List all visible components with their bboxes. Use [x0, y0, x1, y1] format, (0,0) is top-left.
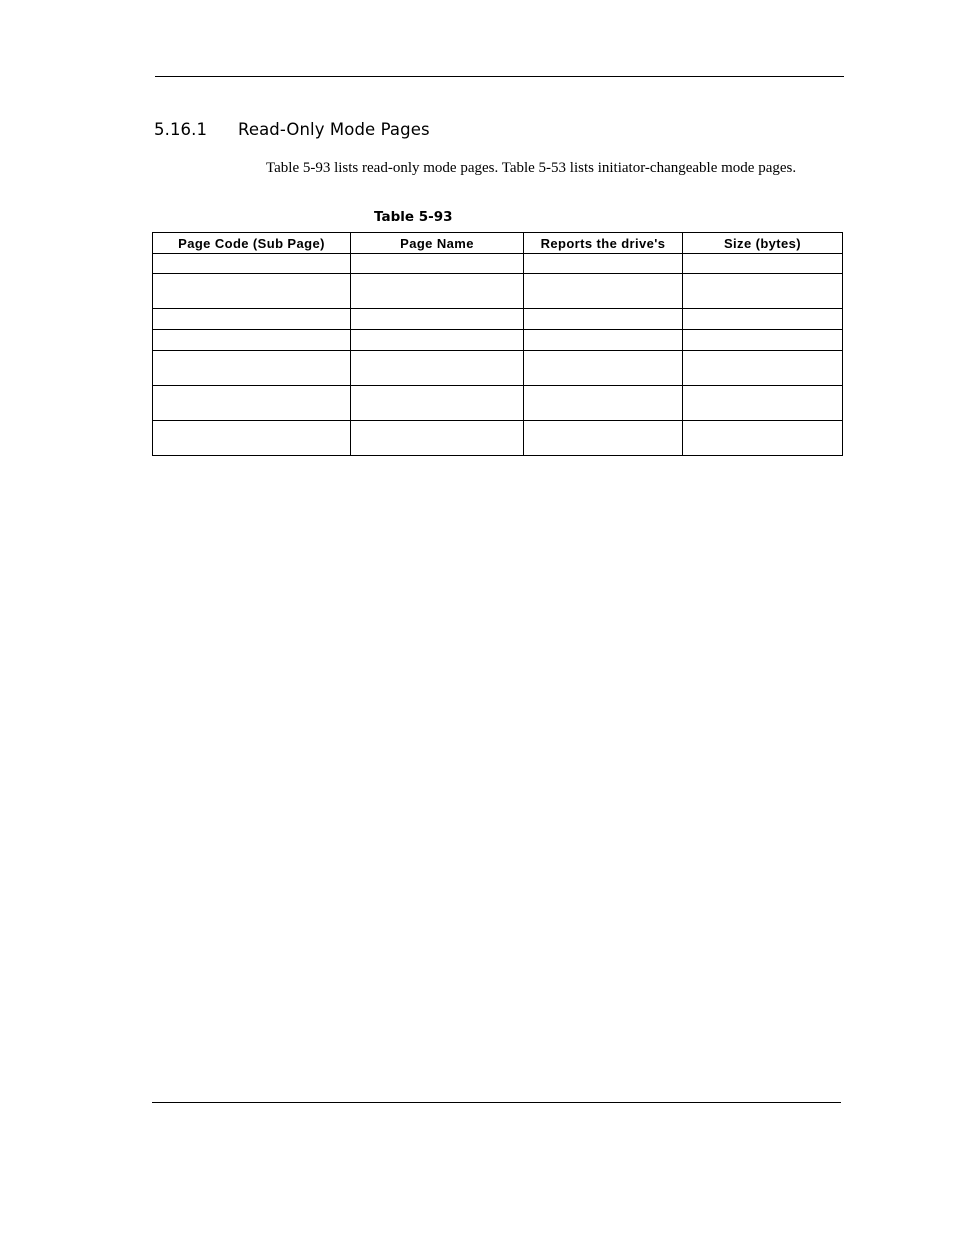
table-cell	[153, 351, 351, 386]
table-caption: Table 5-93	[374, 209, 453, 225]
table-cell	[153, 309, 351, 330]
table-cell	[683, 254, 843, 274]
section-number: 5.16.1	[154, 120, 208, 139]
table-header-row	[153, 233, 843, 254]
header-page-code: Page Code (Sub Page)	[153, 233, 351, 254]
table-cell	[524, 274, 683, 309]
table-cell	[524, 254, 683, 274]
table-cell	[524, 330, 683, 351]
table-cell	[153, 274, 351, 309]
table-cell	[524, 309, 683, 330]
table-cell	[351, 274, 524, 309]
header-reports: Reports the drive's	[524, 233, 683, 254]
table-row	[153, 309, 843, 330]
table-cell	[524, 421, 683, 456]
table-cell	[351, 421, 524, 456]
table-row	[153, 386, 843, 421]
table-cell	[351, 351, 524, 386]
table-cell	[153, 421, 351, 456]
table-cell	[524, 386, 683, 421]
table-cell	[683, 309, 843, 330]
section-title: Read-Only Mode Pages	[238, 120, 430, 139]
header-size: Size (bytes)	[683, 233, 843, 254]
header-page-name: Page Name	[351, 233, 524, 254]
table-cell	[351, 386, 524, 421]
table-row	[153, 330, 843, 351]
table-cell	[153, 254, 351, 274]
table-cell	[524, 351, 683, 386]
table-cell	[153, 386, 351, 421]
table-cell	[153, 330, 351, 351]
section-heading	[154, 120, 430, 139]
table-row	[153, 274, 843, 309]
table-cell	[683, 351, 843, 386]
footer-rule	[152, 1102, 841, 1103]
table-row	[153, 351, 843, 386]
table-cell	[683, 421, 843, 456]
table-cell	[351, 309, 524, 330]
table-row	[153, 421, 843, 456]
intro-paragraph: Table 5-93 lists read-only mode pages. Table 5-53 lists initiator-changeable mode pages.	[266, 160, 797, 176]
table-cell	[683, 274, 843, 309]
table-cell	[683, 386, 843, 421]
table-cell	[351, 254, 524, 274]
table-cell	[351, 330, 524, 351]
table-cell	[683, 330, 843, 351]
header-rule	[155, 76, 844, 77]
read-only-mode-pages-table	[152, 232, 843, 456]
table-row	[153, 254, 843, 274]
